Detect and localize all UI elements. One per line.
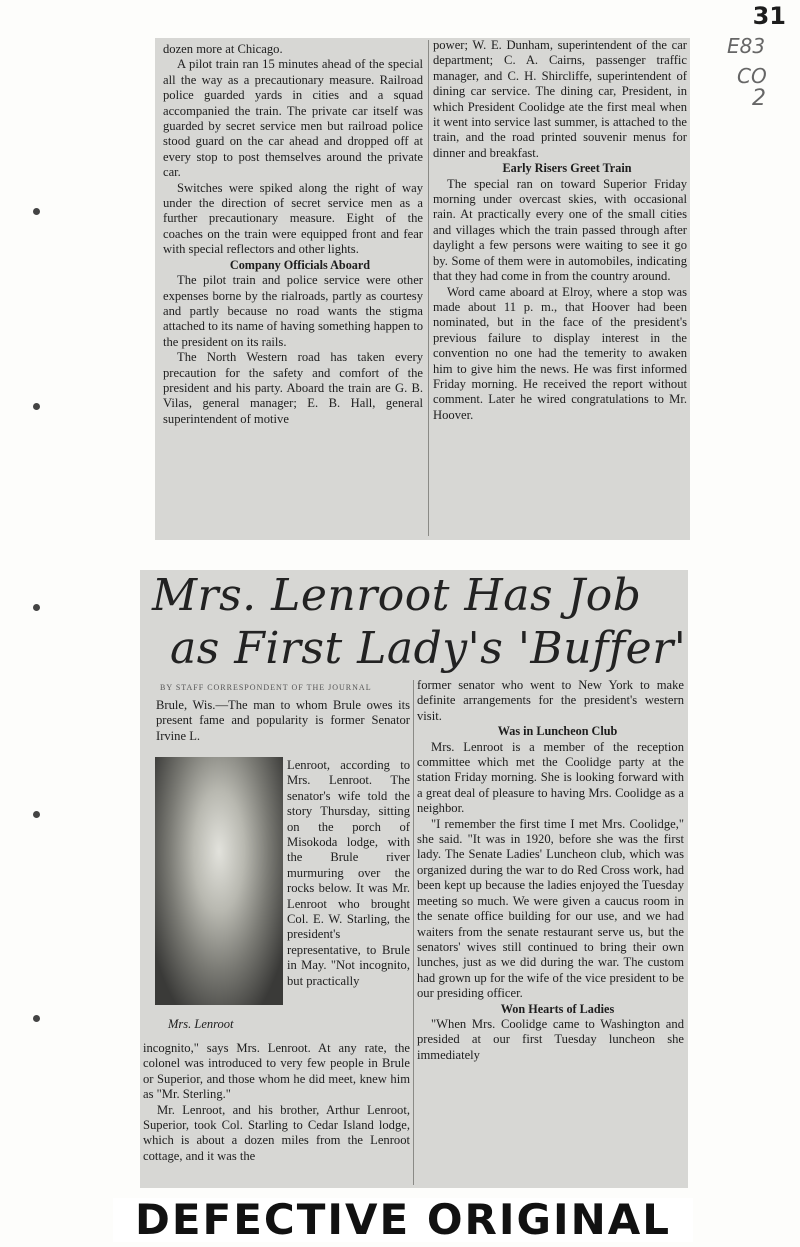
lead-paragraph: Brule, Wis.—The man to whom Brule owes its present fame and popularity is former Senator Irvine L. — [156, 698, 410, 743]
portrait-photo — [155, 757, 283, 1005]
paragraph: A pilot train ran 15 minutes ahead of the special all the way as a precautionary measure. Railroad police guarded yards in cities and a squad accompanied the train. The private car itself was guarded by secret service men but railroad police stood guard on the car ahead and dropped off at every stop to post themselves around the private car. — [163, 57, 423, 180]
paragraph: The North Western road has taken every precaution for the safety and comfort of the president and his party. Aboard the train are G. B. Vilas, general manager; E. B. Hall, general superintendent of motive — [163, 350, 423, 426]
paragraph: The special ran on toward Superior Friday morning under overcast skies, with occasional rain. At practically every one of the small cities and villages which the train passed through after daylight a few persons were waiting to see it go by. Some of them were in automobiles, indicating that they had come in from the country around. — [433, 176, 687, 284]
paragraph: incognito," says Mrs. Lenroot. At any rate, the colonel was introduced to very few people in Brule or Superior, and those whom he did meet, knew him as "Mr. Sterling." — [143, 1041, 410, 1102]
subhead: Company Officials Aboard — [229, 257, 371, 272]
column-rule — [428, 40, 429, 536]
paragraph: The pilot train and police service were other expenses borne by the rialroads, partly as courtesy and partly because no road wants the stigma attached to its name of having something happen to the president on its rails. — [163, 273, 423, 349]
page-number: 31 — [752, 2, 786, 30]
text-below-photo — [143, 1041, 410, 1164]
binder-hole — [33, 604, 40, 611]
paragraph: Word came aboard at Elroy, where a stop was made about 11 p. m., that Hoover had been nominated, but in the face of the president's previous failure to display interest in the convention no one had the temerity to awaken him to give him the news. He was first informed Friday morning. He received the report without comment. Later he wired congratulations to Mr. Hoover. — [433, 284, 687, 422]
subhead: Won Hearts of Ladies — [500, 1001, 615, 1016]
subhead: Early Risers Greet Train — [502, 161, 632, 176]
byline: BY STAFF CORRESPONDENT OF THE JOURNAL — [160, 683, 372, 692]
pencil-note-2: CO — [737, 64, 767, 88]
binder-hole — [33, 403, 40, 410]
headline-line-2: as First Lady's 'Buffer' — [170, 623, 687, 674]
photo-caption: Mrs. Lenroot — [168, 1017, 234, 1031]
subhead: Was in Luncheon Club — [497, 724, 618, 739]
clipping-2-column-2 — [417, 678, 684, 1063]
paragraph: "I remember the first time I met Mrs. Coolidge," she said. "It was in 1920, before she was the first lady. The Senate Ladies' Luncheon club, which was organized during the war to do Red Cross work, had been kept up because the ladies enjoyed the Tuesday meeting so much. We were given a caucus room in the senate office building for our use, and we had waiters from the senate restaurant serve us, but the senators' wives still continued to bring their own lunches, just as we did during the war. The custom had grown up for the wife of the vice president to be our presiding officer. — [417, 816, 684, 1001]
binder-hole — [33, 208, 40, 215]
paragraph: Switches were spiked along the right of way under the direction of secret service men as a further precautionary measure. Eight of the coaches on the train were equipped front and fear with special reflectors and other lights. — [163, 180, 423, 257]
paragraph: power; W. E. Dunham, superintendent of the car department; C. A. Cairns, passenger traffic manager, and C. H. Shircliffe, superintendent of dining car service. The dining car, President, in which President Coolidge ate the first meal when it went into service last summer, is attached to the train, and the road printed souvenir menus for dinner and breakfast. — [433, 38, 687, 160]
headline-line-1: Mrs. Lenroot Has Job — [152, 570, 642, 621]
binder-hole — [33, 811, 40, 818]
column-rule — [413, 680, 414, 1185]
pencil-note-3: 2 — [752, 86, 766, 111]
text-beside-photo: Lenroot, according to Mrs. Lenroot. The senator's wife told the story Thursday, sitting on the porch of Misokoda lodge, with the Brule river murmuring over the rocks below. It was Mr. Lenroot who brought Col. E. W. Starling, the president's representative, to Brule in May. "Not incognito, but practically — [287, 758, 410, 988]
paragraph: former senator who went to New York to make definite arrangements for the president's western visit. — [417, 678, 684, 723]
binder-hole — [33, 1015, 40, 1022]
clipping-1-column-1 — [163, 42, 423, 427]
paragraph: Mr. Lenroot, and his brother, Arthur Lenroot, Superior, took Col. Starling to Cedar Island lodge, which is about a dozen miles from the Lenroot cottage, and it was the — [143, 1102, 410, 1163]
paragraph: Mrs. Lenroot is a member of the reception committee which met the Coolidge party at the station Friday morning. She is looking forward with a great deal of pleasure to having Mrs. Coolidge as a neighbor. — [417, 739, 684, 816]
defective-original-stamp: DEFECTIVE ORIGINAL — [113, 1198, 693, 1242]
pencil-note-1: E83 — [727, 34, 766, 58]
paragraph: dozen more at Chicago. — [163, 42, 283, 56]
paragraph: "When Mrs. Coolidge came to Washington and presided at our first Tuesday luncheon she immediately — [417, 1016, 684, 1062]
clipping-1-column-2 — [433, 38, 687, 423]
